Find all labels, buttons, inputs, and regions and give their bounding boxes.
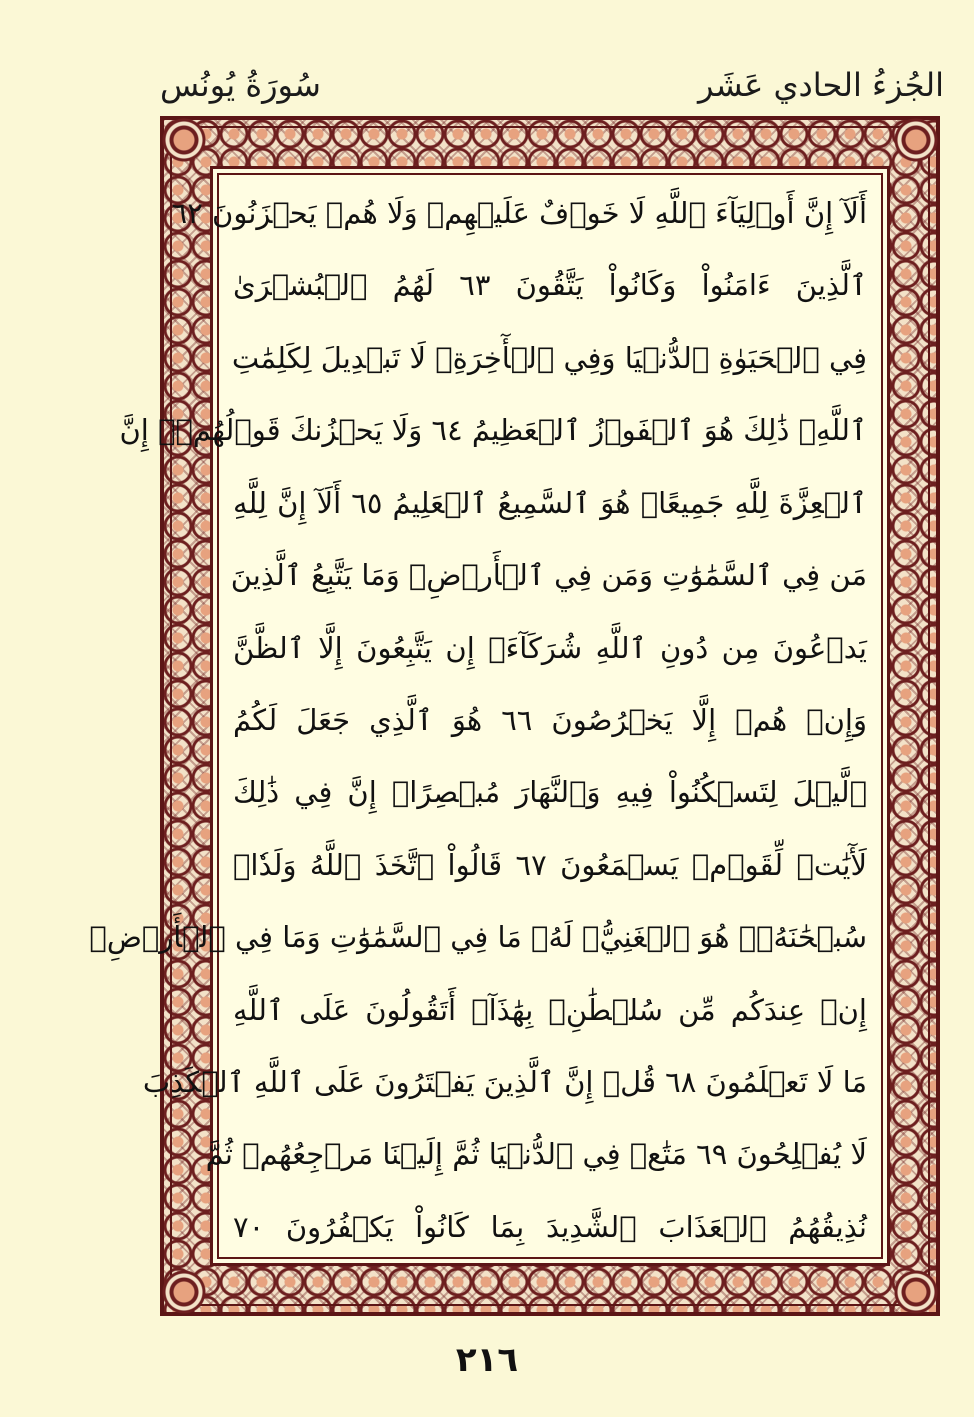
- juz-title: الجُزءُ الحادي عَشَر: [698, 66, 944, 104]
- verse-line: لَا يُفۡلِحُونَ ٦٩ مَتَٰعٞ فِي ٱلدُّنۡيَا ثُمَّ إِلَيۡنَا مَرۡجِعُهُمۡ ثُمَّ: [205, 1137, 867, 1172]
- verse-line: ٱلۡعِزَّةَ لِلَّهِ جَمِيعًاۚ هُوَ ٱلسَّمِيعُ ٱلۡعَلِيمُ ٦٥ أَلَآ إِنَّ لِلَّهِ: [233, 485, 867, 520]
- verse-line: لَأٓيَٰتٖ لِّقَوۡمٖ يَسۡمَعُونَ ٦٧ قَالُواْ ٱتَّخَذَ ٱللَّهُ وَلَدٗاۗ: [233, 847, 867, 882]
- text-panel: [89, 166, 890, 1266]
- surah-title: سُورَةُ يُونُس: [160, 66, 321, 104]
- page-header: [160, 62, 944, 114]
- verse-line: أَلَآ إِنَّ أَوۡلِيَآءَ ٱللَّهِ لَا خَوۡفٌ عَلَيۡهِمۡ وَلَا هُمۡ يَحۡزَنُونَ ٦٢: [171, 196, 867, 230]
- verse-line: مَن فِي ٱلسَّمَٰوَٰتِ وَمَن فِي ٱلۡأَرۡضِۗ وَمَا يَتَّبِعُ ٱلَّذِينَ: [230, 558, 867, 593]
- verse-line: ٱلَّيۡلَ لِتَسۡكُنُواْ فِيهِ وَٱلنَّهَارَ مُبۡصِرًاۚ إِنَّ فِي ذَٰلِكَ: [233, 775, 867, 810]
- verse-line: نُذِيقُهُمُ ٱلۡعَذَابَ ٱلشَّدِيدَ بِمَا كَانُواْ يَكۡفُرُونَ ٧٠: [233, 1209, 867, 1244]
- corner-ornament-icon: [894, 118, 938, 162]
- verse-line: ٱللَّهِۚ ذَٰلِكَ هُوَ ٱلۡفَوۡزُ ٱلۡعَظِيمُ ٦٤ وَلَا يَحۡزُنكَ قَوۡلُهُمۡۘ إِنَّ: [119, 413, 867, 448]
- verse-lines: [89, 191, 867, 1249]
- corner-ornament-icon: [162, 118, 206, 162]
- verse-line: وَإِنۡ هُمۡ إِلَّا يَخۡرُصُونَ ٦٦ هُوَ ٱلَّذِي جَعَلَ لَكُمُ: [233, 702, 867, 737]
- verse-line: يَدۡعُونَ مِن دُونِ ٱللَّهِ شُرَكَآءَۚ إِن يَتَّبِعُونَ إِلَّا ٱلظَّنَّ: [233, 630, 867, 665]
- verse-line: ٱلَّذِينَ ءَامَنُواْ وَكَانُواْ يَتَّقُونَ ٦٣ لَهُمُ ٱلۡبُشۡرَىٰ: [233, 268, 867, 303]
- verse-line: مَا لَا تَعۡلَمُونَ ٦٨ قُلۡ إِنَّ ٱلَّذِينَ يَفۡتَرُونَ عَلَى ٱللَّهِ ٱلۡكَذِبَ: [142, 1065, 867, 1100]
- verse-line: إِنۡ عِندَكُم مِّن سُلۡطَٰنِۭ بِهَٰذَآۚ أَتَقُولُونَ عَلَى ٱللَّهِ: [233, 992, 867, 1027]
- corner-ornament-icon: [894, 1270, 938, 1314]
- verse-line: سُبۡحَٰنَهُۥۖ هُوَ ٱلۡغَنِيُّۖ لَهُۥ مَا فِي ٱلسَّمَٰوَٰتِ وَمَا فِي ٱلۡأَرۡضِۚ: [89, 920, 867, 955]
- corner-ornament-icon: [162, 1270, 206, 1314]
- ornamental-border: [89, 116, 940, 1316]
- verse-line: فِي ٱلۡحَيَوٰةِ ٱلدُّنۡيَا وَفِي ٱلۡأٓخِرَةِۚ لَا تَبۡدِيلَ لِكَلِمَٰتِ: [231, 340, 867, 375]
- page-number: ٢١٦: [455, 1340, 519, 1380]
